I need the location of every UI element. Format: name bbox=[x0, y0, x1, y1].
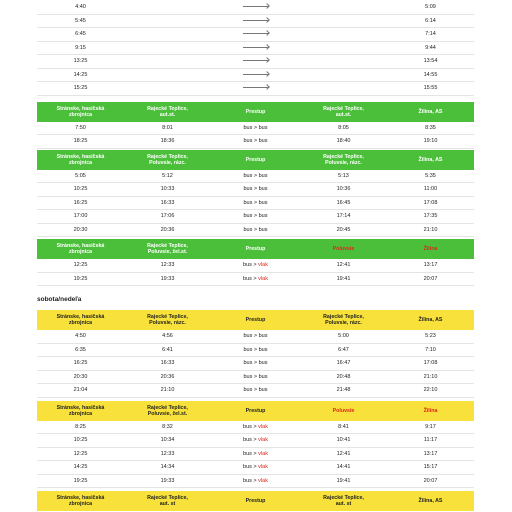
table-row bbox=[37, 15, 474, 29]
timetable-block-a bbox=[37, 102, 474, 149]
table-row bbox=[37, 69, 474, 83]
header-transfer: Prestup bbox=[245, 498, 266, 504]
cell: 19:41 bbox=[336, 477, 351, 484]
header-origin: Stránske, hasičská zbrojnica bbox=[56, 314, 105, 326]
cell: 10:34 bbox=[160, 437, 175, 443]
cell: bus > bus bbox=[243, 387, 268, 393]
cell: bus > bus bbox=[243, 199, 268, 206]
timetable-block-b bbox=[37, 150, 474, 238]
cell: bus > bus bbox=[243, 373, 268, 380]
departure-time: 5:45 bbox=[75, 17, 86, 24]
table-row bbox=[37, 434, 474, 448]
arrow-icon bbox=[211, 28, 300, 41]
cell: 16:47 bbox=[336, 360, 351, 366]
header-transfer-stop: Rajecké Teplice, Poluvsie, rázc. bbox=[147, 314, 188, 326]
header-destination: Žilina, AS bbox=[418, 108, 443, 115]
timetable-block-top bbox=[37, 1, 474, 96]
cell: 12:41 bbox=[336, 262, 351, 268]
cell: 4:56 bbox=[162, 333, 173, 339]
cell: 20:36 bbox=[160, 373, 175, 380]
table-header bbox=[37, 310, 474, 330]
cell: 8:05 bbox=[338, 124, 349, 131]
table-row bbox=[37, 259, 474, 273]
cell: 16:25 bbox=[73, 360, 88, 366]
cell: 7:10 bbox=[425, 346, 436, 353]
cell: 6:41 bbox=[162, 346, 173, 353]
cell: 19:33 bbox=[160, 275, 175, 282]
cell: 16:45 bbox=[336, 199, 351, 206]
weekend-section bbox=[37, 286, 474, 310]
cell: 16:25 bbox=[73, 199, 88, 206]
cell: 9:17 bbox=[425, 423, 436, 430]
header-transfer-stop-2: Rajecké Teplice, aut. st bbox=[323, 495, 364, 507]
table-row bbox=[37, 224, 474, 238]
table-row bbox=[37, 135, 474, 149]
arrival-time: 9:44 bbox=[425, 44, 436, 51]
table-row bbox=[37, 448, 474, 462]
departure-time: 6:45 bbox=[75, 31, 86, 37]
cell: bus > vlak bbox=[243, 464, 268, 470]
header-destination: Žilina, AS bbox=[418, 498, 443, 504]
header-transfer-stop: Rajecké Teplice, Poluvsie, rázc. bbox=[147, 153, 188, 166]
cell: bus > vlak bbox=[243, 437, 268, 443]
cell: 15:17 bbox=[423, 464, 438, 470]
cell: 19:25 bbox=[73, 477, 88, 484]
cell: 19:10 bbox=[423, 138, 438, 144]
header-transfer: Prestup bbox=[245, 246, 266, 252]
cell: 5:00 bbox=[338, 333, 349, 339]
table-row bbox=[37, 384, 474, 398]
cell: 16:33 bbox=[160, 199, 175, 206]
header-transfer: Prestup bbox=[245, 317, 266, 323]
cell: 17:08 bbox=[423, 199, 438, 206]
cell: 5:05 bbox=[75, 172, 86, 179]
header-transfer: Prestup bbox=[245, 407, 266, 414]
cell: 19:33 bbox=[160, 477, 175, 484]
cell: 13:17 bbox=[423, 262, 438, 268]
header-transfer: Prestup bbox=[245, 156, 266, 163]
cell: bus > bus bbox=[243, 360, 268, 366]
cell: 17:08 bbox=[423, 360, 438, 366]
arrival-time: 15:55 bbox=[423, 85, 438, 91]
departure-time: 4:40 bbox=[75, 4, 86, 10]
table-row bbox=[37, 197, 474, 211]
cell: bus > vlak bbox=[243, 477, 268, 484]
header-transfer-stop: Rajecké Teplice, Poluvsie, žel.st. bbox=[147, 243, 188, 255]
cell: 6:47 bbox=[338, 346, 349, 353]
departure-time: 15:25 bbox=[73, 85, 88, 91]
header-origin: Stránske, hasičská zbrojnica bbox=[56, 243, 105, 255]
arrow-icon bbox=[211, 15, 300, 28]
cell: bus > vlak bbox=[243, 423, 268, 430]
timetable-block-c bbox=[37, 239, 474, 286]
cell: 8:25 bbox=[75, 423, 86, 430]
header-transfer-stop-2: Rajecké Teplice, aut.st. bbox=[323, 105, 364, 118]
cell: 12:33 bbox=[160, 262, 175, 268]
cell: bus > bus bbox=[243, 346, 268, 353]
header-origin: Stránske, hasičská zbrojnica bbox=[56, 495, 105, 507]
header-transfer-stop-2: Poluvsie bbox=[332, 246, 355, 252]
header-transfer-stop-2: Rajecké Teplice, Poluvsie, rázc. bbox=[323, 314, 364, 326]
departure-time: 9:15 bbox=[75, 44, 86, 51]
cell: 20:45 bbox=[336, 226, 351, 233]
cell: bus > bus bbox=[243, 186, 268, 192]
cell: 19:25 bbox=[73, 275, 88, 282]
table-header bbox=[37, 401, 474, 421]
cell: 11:17 bbox=[423, 437, 438, 443]
cell: 5:23 bbox=[425, 333, 436, 339]
cell: 18:36 bbox=[160, 138, 175, 144]
cell: 13:17 bbox=[423, 450, 438, 457]
cell: 6:35 bbox=[75, 346, 86, 353]
cell: 19:41 bbox=[336, 275, 351, 282]
timetable-block-d bbox=[37, 310, 474, 398]
cell: 20:30 bbox=[73, 226, 88, 233]
table-header bbox=[37, 102, 474, 122]
table-row bbox=[37, 461, 474, 475]
arrival-time: 6:14 bbox=[425, 17, 436, 24]
cell: 21:04 bbox=[73, 387, 88, 393]
table-row bbox=[37, 421, 474, 435]
cell: 17:35 bbox=[423, 213, 438, 219]
table-row bbox=[37, 273, 474, 287]
cell: 21:10 bbox=[423, 373, 438, 380]
departure-time: 13:25 bbox=[73, 58, 88, 64]
cell: 16:33 bbox=[160, 360, 175, 366]
header-origin: Stránske, hasičská zbrojnica bbox=[56, 153, 105, 166]
table-row bbox=[37, 42, 474, 56]
cell: 20:07 bbox=[423, 477, 438, 484]
table-header bbox=[37, 491, 474, 511]
table-header bbox=[37, 150, 474, 170]
timetable-block-f bbox=[37, 491, 474, 511]
header-destination: Žilina bbox=[423, 407, 438, 414]
cell: 17:00 bbox=[73, 213, 88, 219]
table-row bbox=[37, 28, 474, 42]
header-transfer: Prestup bbox=[245, 108, 266, 115]
table-row bbox=[37, 122, 474, 136]
cell: 8:41 bbox=[338, 423, 349, 430]
header-origin: Stránske, hasičská zbrojnica bbox=[56, 105, 105, 118]
header-transfer-stop: Rajecké Teplice, aut. st bbox=[147, 495, 188, 507]
table-row bbox=[37, 330, 474, 344]
table-row bbox=[37, 170, 474, 184]
arrow-icon bbox=[211, 42, 300, 55]
table-row bbox=[37, 1, 474, 15]
cell: 8:35 bbox=[425, 124, 436, 131]
cell: bus > vlak bbox=[243, 275, 268, 282]
cell: bus > vlak bbox=[243, 450, 268, 457]
cell: 20:48 bbox=[336, 373, 351, 380]
cell: 11:00 bbox=[423, 186, 438, 192]
cell: 12:41 bbox=[336, 450, 351, 457]
table-header bbox=[37, 239, 474, 259]
table-row bbox=[37, 371, 474, 385]
arrival-time: 5:09 bbox=[425, 4, 436, 10]
table-row bbox=[37, 210, 474, 224]
cell: bus > bus bbox=[243, 138, 268, 144]
cell: bus > bus bbox=[243, 172, 268, 179]
table-row bbox=[37, 82, 474, 96]
cell: 20:07 bbox=[423, 275, 438, 282]
cell: 14:25 bbox=[73, 464, 88, 470]
section-title: sobota/nedeľa bbox=[37, 296, 82, 303]
arrival-time: 14:55 bbox=[423, 71, 438, 78]
cell: 12:33 bbox=[160, 450, 175, 457]
table-row bbox=[37, 55, 474, 69]
header-transfer-stop: Rajecké Teplice, aut.st. bbox=[147, 105, 188, 118]
cell: 22:10 bbox=[423, 387, 438, 393]
cell: 5:13 bbox=[338, 172, 349, 179]
cell: 14:34 bbox=[160, 464, 175, 470]
cell: bus > bus bbox=[243, 124, 268, 131]
header-destination: Žilina, AS bbox=[418, 156, 443, 163]
cell: 17:06 bbox=[160, 213, 175, 219]
cell: 10:33 bbox=[160, 186, 175, 192]
arrow-icon bbox=[211, 1, 300, 14]
timetable-page bbox=[37, 0, 474, 511]
cell: 7:50 bbox=[75, 124, 86, 131]
cell: 8:32 bbox=[162, 423, 173, 430]
cell: 8:01 bbox=[162, 124, 173, 131]
header-transfer-stop: Rajecké Teplice, Poluvsie, žel.st. bbox=[147, 404, 188, 417]
cell: 5:35 bbox=[425, 172, 436, 179]
cell: 14:41 bbox=[336, 464, 351, 470]
departure-time: 14:25 bbox=[73, 71, 88, 78]
cell: 21:48 bbox=[336, 387, 351, 393]
arrival-time: 7:14 bbox=[425, 31, 436, 37]
table-row bbox=[37, 357, 474, 371]
cell: 4:50 bbox=[75, 333, 86, 339]
cell: 20:30 bbox=[73, 373, 88, 380]
arrow-icon bbox=[211, 55, 300, 68]
table-row bbox=[37, 475, 474, 489]
table-row bbox=[37, 344, 474, 358]
cell: 10:25 bbox=[73, 186, 88, 192]
cell: 21:10 bbox=[423, 226, 438, 233]
arrow-icon bbox=[211, 69, 300, 82]
cell: 18:25 bbox=[73, 138, 88, 144]
cell: 10:25 bbox=[73, 437, 88, 443]
header-destination: Žilina, AS bbox=[418, 317, 443, 323]
arrow-icon bbox=[211, 82, 300, 95]
cell: 20:36 bbox=[160, 226, 175, 233]
arrival-time: 13:54 bbox=[423, 58, 438, 64]
cell: bus > bus bbox=[243, 333, 268, 339]
cell: 10:41 bbox=[336, 437, 351, 443]
cell: 21:10 bbox=[160, 387, 175, 393]
header-transfer-stop-2: Rajecké Teplice, Poluvsie, rázc. bbox=[323, 153, 364, 166]
timetable-block-e bbox=[37, 401, 474, 489]
cell: 12:25 bbox=[73, 262, 88, 268]
cell: bus > bus bbox=[243, 213, 268, 219]
cell: bus > vlak bbox=[243, 262, 268, 268]
cell: 18:40 bbox=[336, 138, 351, 144]
cell: 5:12 bbox=[162, 172, 173, 179]
header-destination: Žilina bbox=[423, 246, 438, 252]
cell: 17:14 bbox=[336, 213, 351, 219]
cell: bus > bus bbox=[243, 226, 268, 233]
header-origin: Stránske, hasičská zbrojnica bbox=[56, 404, 105, 417]
cell: 12:25 bbox=[73, 450, 88, 457]
header-transfer-stop-2: Poluvsie bbox=[332, 407, 355, 414]
table-row bbox=[37, 183, 474, 197]
cell: 10:36 bbox=[336, 186, 351, 192]
